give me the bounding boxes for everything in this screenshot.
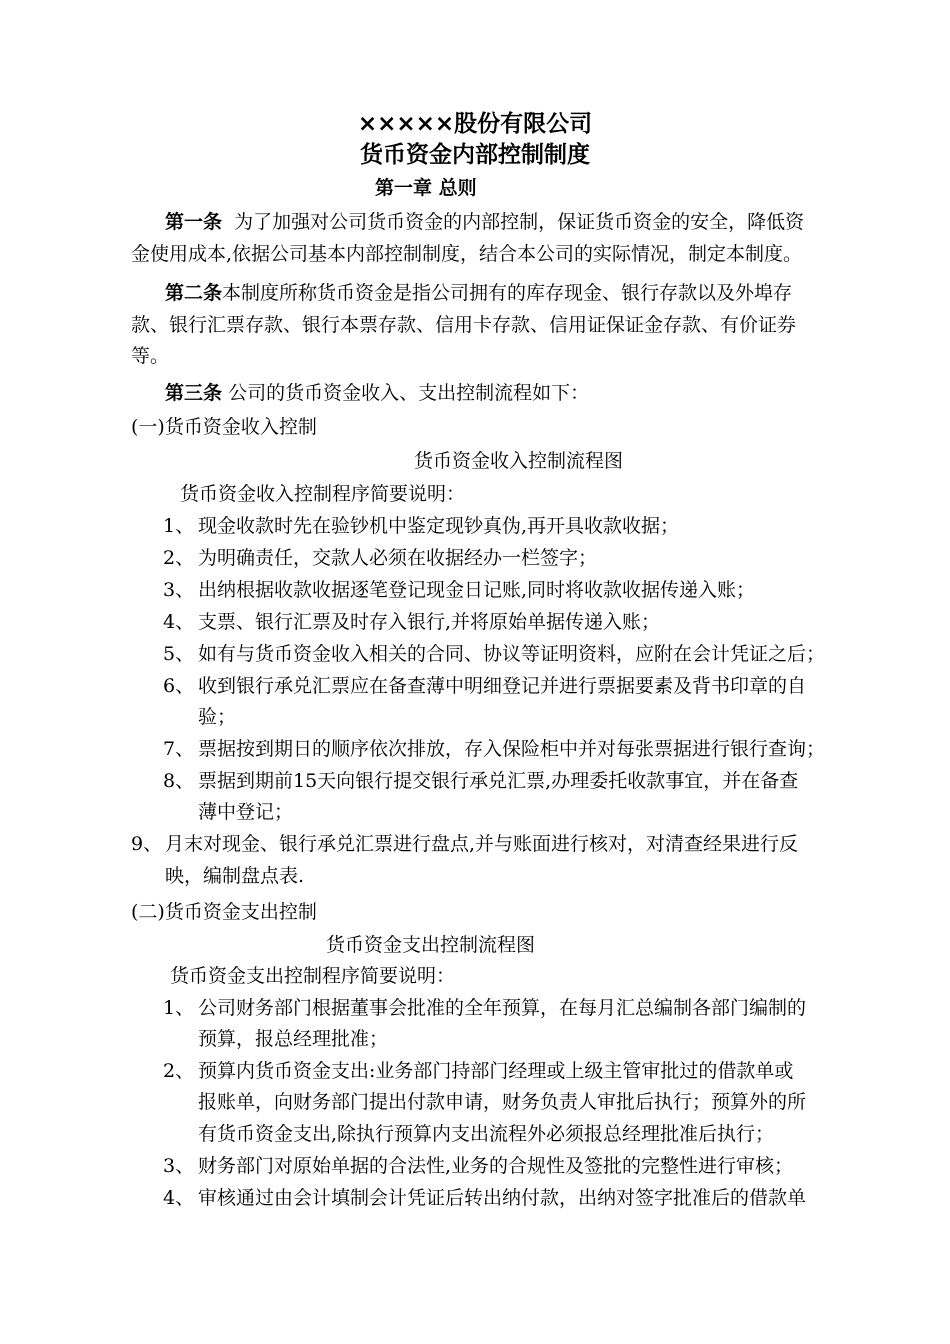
article-2-line-2: 款、银行汇票存款、银行本票存款、信用卡存款、信用证保证金存款、有价证券: [131, 314, 797, 336]
expense-item-2-text-1: 预算内货币资金支出:业务部门持部门经理或上级主管审批过的借款单或: [198, 1060, 794, 1082]
article-2-label: 第二条: [165, 282, 223, 304]
income-item-6-num: 6、: [163, 675, 195, 697]
income-item-3-text: 出纳根据收款收据逐笔登记现金日记账,同时将收款收据传递入账；: [198, 579, 756, 601]
article-3-line: [165, 380, 589, 406]
expense-item-1-text-1: 公司财务部门根据董事会批准的全年预算，在每月汇总编制各部门编制的: [198, 997, 807, 1019]
income-item-3-num: 3、: [163, 579, 195, 601]
income-item-8-num: 8、: [163, 770, 195, 792]
expense-item-2-num: 2、: [163, 1060, 195, 1082]
income-item-5-num: 5、: [163, 643, 195, 665]
income-item-4-num: 4、: [163, 611, 195, 633]
income-item-8-text-2: 薄中登记；: [198, 801, 294, 823]
income-item-7-num: 7、: [163, 738, 195, 760]
income-item-4-text: 支票、银行汇票及时存入银行,并将原始单据传递入账；: [198, 611, 661, 633]
expense-item-3-num: 3、: [163, 1155, 195, 1177]
income-item-1-num: 1、: [163, 515, 195, 537]
chapter-heading: 第一章 总则: [375, 177, 477, 199]
income-item-5-text: 如有与货币资金收入相关的合同、协议等证明资料，应附在会计凭证之后；: [198, 643, 826, 665]
income-item-6-text-2: 验；: [198, 706, 237, 728]
income-item-9-num: 9、: [131, 833, 163, 855]
article-1-line-2: 金使用成本,依据公司基本内部控制制度，结合本公司的实际情况，制定本制度。: [131, 243, 803, 265]
income-chart-caption: 货币资金收入控制流程图: [414, 450, 624, 472]
income-item-2-num: 2、: [163, 547, 195, 569]
expense-section-heading: (二)货币资金支出控制: [131, 901, 317, 923]
document-title: 货币资金内部控制制度: [360, 142, 590, 168]
income-item-2-text: 为明确责任，交款人必须在收据经办一栏签字；: [198, 547, 598, 569]
expense-item-2-text-3: 有货币资金支出,除执行预算内支出流程外必须报总经理批准后执行；: [198, 1123, 775, 1145]
article-2-line-1: [165, 280, 792, 306]
expense-chart-caption: 货币资金支出控制流程图: [326, 934, 536, 956]
expense-item-1-text-2: 预算，报总经理批准；: [198, 1028, 389, 1050]
income-intro: 货币资金收入控制程序简要说明：: [180, 483, 466, 505]
article-3-text: 公司的货币资金收入、支出控制流程如下：: [228, 382, 590, 404]
income-item-9-text-1: 月末对现金、银行承兑汇票进行盘点,并与账面进行核对，对清查经果进行反: [165, 833, 799, 855]
article-2-text-1: 本制度所称货币资金是指公司拥有的库存现金、银行存款以及外埠存: [222, 282, 793, 304]
income-item-1-text: 现金收款时先在验钞机中鉴定现钞真伪,再开具收款收据；: [198, 515, 680, 537]
expense-item-4-num: 4、: [163, 1187, 195, 1209]
expense-item-3-text: 财务部门对原始单据的合法性,业务的合规性及签批的完整性进行审核；: [198, 1155, 794, 1177]
expense-item-1-num: 1、: [163, 997, 195, 1019]
article-2-line-3: 等。: [131, 345, 170, 367]
article-1-label: 第一条: [165, 211, 223, 233]
income-item-8-text-1: 票据到期前15天向银行提交银行承兑汇票,办理委托收款事宜，并在备查: [198, 770, 799, 792]
article-1-line-1: [165, 209, 804, 235]
article-3-label: 第三条: [165, 382, 223, 404]
company-title: ×××××股份有限公司: [357, 111, 593, 137]
income-item-6-text-1: 收到银行承兑汇票应在备查薄中明细登记并进行票据要素及背书印章的自: [198, 675, 807, 697]
expense-item-2-text-2: 报账单，向财务部门提出付款申请，财务负责人审批后执行；预算外的所: [198, 1091, 807, 1113]
expense-intro: 货币资金支出控制程序简要说明：: [170, 965, 456, 987]
expense-item-4-text: 审核通过由会计填制会计凭证后转出纳付款，出纳对签字批准后的借款单: [198, 1187, 807, 1209]
income-item-7-text: 票据按到期日的顺序依次排放，存入保险柜中并对每张票据进行银行查询；: [198, 738, 826, 760]
income-item-9-text-2: 映，编制盘点表.: [165, 865, 305, 887]
income-section-heading: (一)货币资金收入控制: [131, 416, 317, 438]
article-1-text-1: 为了加强对公司货币资金的内部控制，保证货币资金的安全，降低资: [234, 211, 805, 233]
